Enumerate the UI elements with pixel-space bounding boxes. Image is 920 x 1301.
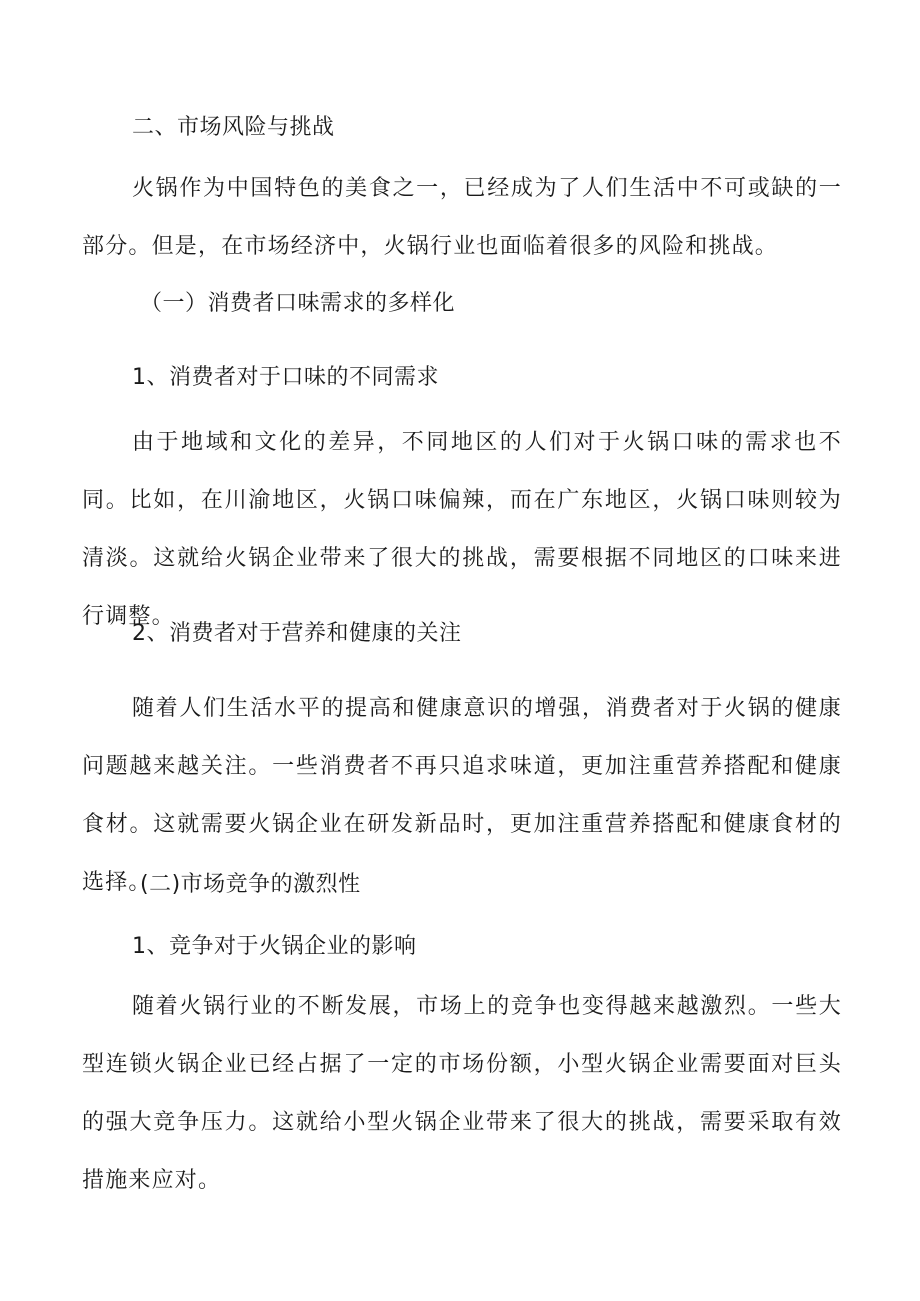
paragraph-1-2: 随着人们生活水平的提高和健康意识的增强，消费者对于火锅的健康问题越来越关注。一些消费者不再只追求味道，更加注重营养搭配和健康食材。这就需要火锅企业在研发新品时，更加注重营养搭配和健康食材的选择。 [82, 696, 842, 895]
item-heading-2-1: 1、竞争对于火锅企业的影响 [132, 934, 417, 959]
paragraph-1-1: 由于地域和文化的差异，不同地区的人们对于火锅口味的需求也不同。比如，在川渝地区，火锅口味偏辣，而在广东地区，火锅口味则较为清淡。这就给火锅企业带来了很大的挑战，需要根据不同地区的口味来进行调整。 [82, 430, 842, 629]
subsection-heading-2: (二)市场竞争的激烈性 [140, 872, 361, 897]
paragraph-2-1: 随着火锅行业的不断发展，市场上的竞争也变得越来越激烈。一些大型连锁火锅企业已经占据了一定的市场份额，小型火锅企业需要面对巨头的强大竞争压力。这就给小型火锅企业带来了很大的挑战，需要采取有效措施来应对。 [82, 994, 842, 1193]
item-heading-1-2: 2、消费者对于营养和健康的关注 [132, 621, 462, 646]
subsection-heading-1: （一）消费者口味需求的多样化 [140, 291, 456, 316]
item-heading-1-1: 1、消费者对于口味的不同需求 [132, 365, 439, 390]
section-heading: 二、市场风险与挑战 [132, 115, 335, 140]
intro-paragraph: 火锅作为中国特色的美食之一，已经成为了人们生活中不可或缺的一部分。但是，在市场经济中，火锅行业也面临着很多的风险和挑战。 [82, 176, 842, 259]
